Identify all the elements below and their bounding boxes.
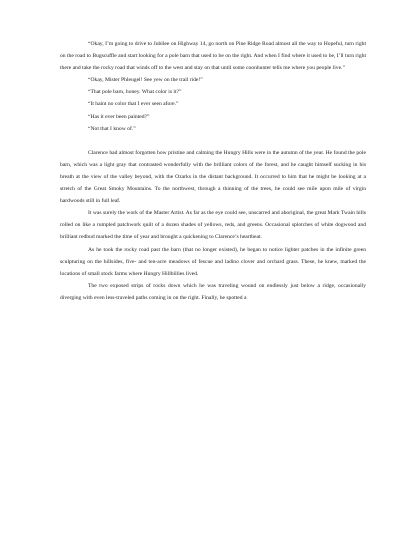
paragraph-dialogue: “That pole barn, honey. What color is it?” — [88, 89, 182, 96]
paragraph-dialogue: “Okay, Mister Phleugel! See yew on the trail ride!” — [88, 77, 203, 84]
paragraph-dialogue: “Has it ever been painted?” — [88, 113, 150, 120]
paragraph-dialogue: “It haint no color that I ever seen afore.” — [88, 101, 179, 108]
paragraph-directions: “Okay, I’m going to drive to Jubilee on Highway 14, go north on Pine Ridge Road almost all the way to Hopeful, turn right on the road to Bugscuffle and start looking for a pole barn that used to be on the right. And when I find where it used to be, I’ll turn right there and take the rocky road that winds off to the west and stay on that until some coonhunter tells me where you people live.” — [60, 41, 366, 72]
section-gap — [60, 135, 366, 147]
paragraph-narrative: Clarence had almost forgotten how pristine and calming the Hungry Hills were in the autumn of the year. He found the pole barn, which was a light gray that contrasted wonderfully with the brilliant colors of the forest, and he caught himself sucking in his breath at the view of the valley beyond, with the Ozarks in the distant background. It occurred to him that he might be looking at a stretch of the Great Smoky Mountains. To the northwest, through a thinning of the trees, he could see mile upon mile of virgin hardwoods still in full leaf. — [60, 149, 366, 205]
paragraph-dialogue: “Not that I know of.” — [88, 125, 136, 132]
paragraph-narrative: The two exposed strips of rocks down which he was traveling wound on endlessly just below a ridge, occasionally diverging with even less-traveled paths coming in on the right. Finally, he spotted a — [60, 282, 366, 301]
paragraph-narrative: It was surely the work of the Master Artist. As far as the eye could see, unscarred and aboriginal, the great Mark Twain hills rolled on like a rumpled patchwork quilt of a dozen shades of yellows, reds, and greens. Occasional splotches of white dogwood and brilliant redbud marked the time of year and brought a quickening to Clarence’s heartbeat. — [60, 210, 366, 241]
paragraph-narrative: As he took the rocky road past the barn (that no longer existed), he began to notice lighter patches in the infinite green sculpturing on the hillsides, five- and ten-acre meadows of fescue and ladino clover and orchard grass. These, he knew, marked the locations of small stock farms where Hungry Hillbillies lived. — [60, 246, 366, 277]
